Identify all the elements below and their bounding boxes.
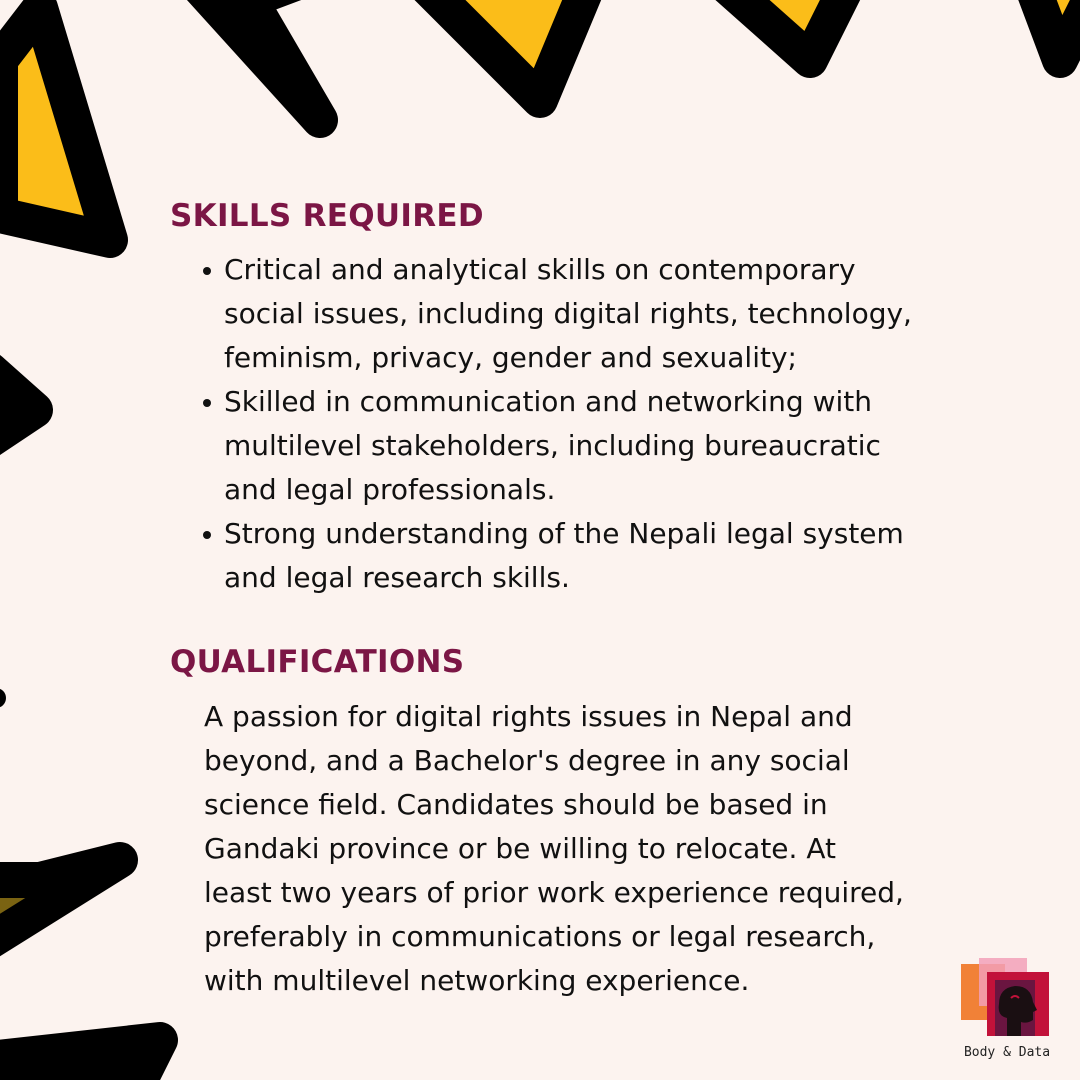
skills-heading: SKILLS REQUIRED bbox=[170, 198, 484, 234]
qualifications-line: least two years of prior work experience required, bbox=[204, 876, 904, 909]
skills-item-line: multilevel stakeholders, including bureaucratic bbox=[224, 429, 881, 462]
qualifications-line: Gandaki province or be willing to relocate. At bbox=[204, 832, 836, 865]
qualifications-line: A passion for digital rights issues in Nepal and bbox=[204, 700, 853, 733]
skills-item-line: social issues, including digital rights, technology, bbox=[224, 297, 912, 330]
qualifications-line: with multilevel networking experience. bbox=[204, 964, 750, 997]
skills-item-line: feminism, privacy, gender and sexuality; bbox=[224, 341, 797, 374]
skills-list-item bbox=[224, 380, 1024, 512]
qualifications-heading: QUALIFICATIONS bbox=[170, 644, 465, 680]
qualifications-line: beyond, and a Bachelor's degree in any social bbox=[204, 744, 850, 777]
qualifications-line: preferably in communications or legal research, bbox=[204, 920, 876, 953]
skills-item-line: Skilled in communication and networking with bbox=[224, 385, 872, 418]
body-and-data-logo bbox=[955, 958, 1059, 1070]
skills-item-line: Strong understanding of the Nepali legal system bbox=[224, 517, 904, 550]
skills-list-item bbox=[224, 248, 1024, 380]
head-profile-logo-icon bbox=[961, 958, 1053, 1042]
skills-list bbox=[224, 248, 1024, 600]
skills-item-line: and legal professionals. bbox=[224, 473, 556, 506]
qualifications-text bbox=[204, 695, 1024, 1003]
skills-item-line: and legal research skills. bbox=[224, 561, 570, 594]
skills-item-line: Critical and analytical skills on contemporary bbox=[224, 253, 856, 286]
qualifications-line: science field. Candidates should be based in bbox=[204, 788, 828, 821]
logo-text: Body & Data bbox=[963, 1045, 1051, 1060]
skills-list-item bbox=[224, 512, 1024, 600]
